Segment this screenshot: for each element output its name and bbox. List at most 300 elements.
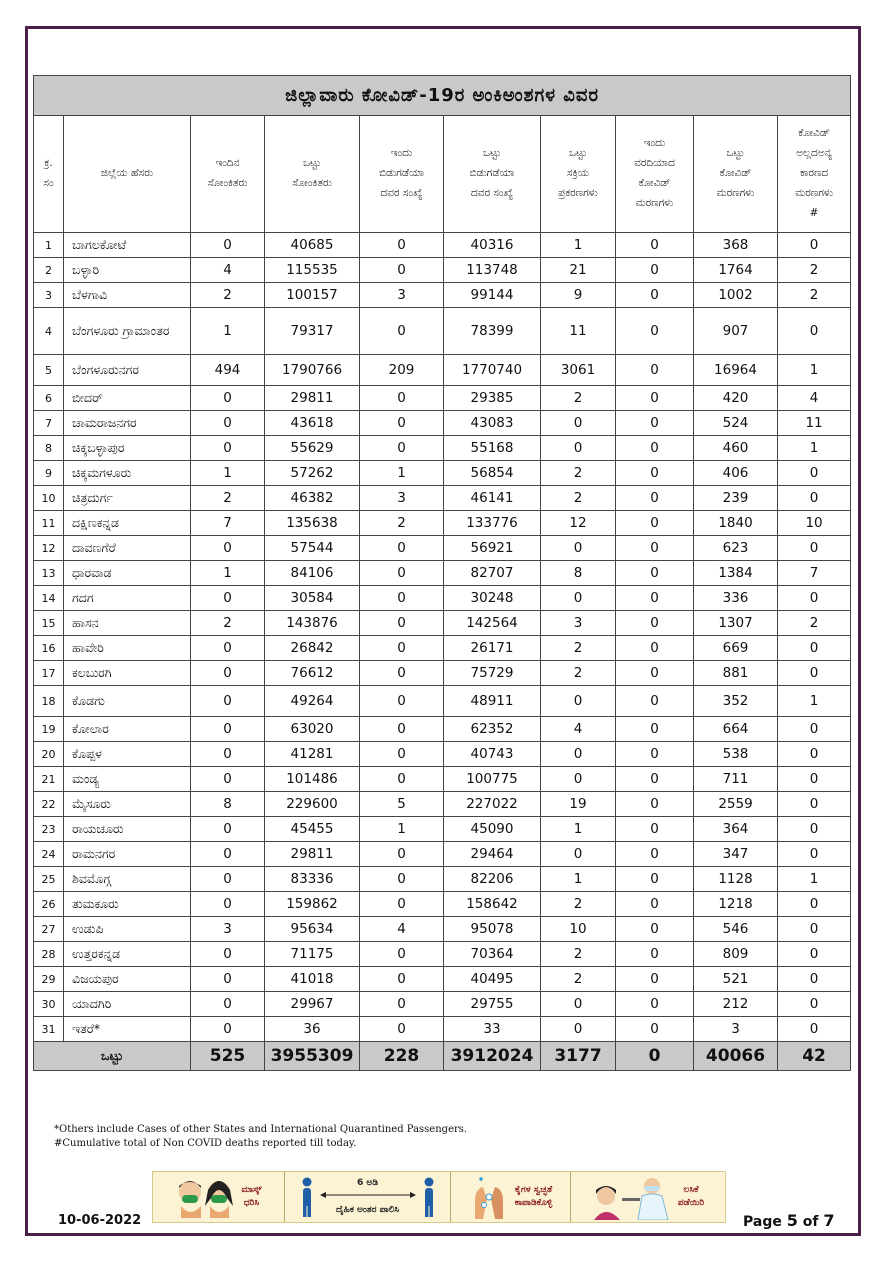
today-discharged-cell: 0 bbox=[360, 892, 444, 917]
serial-number-cell: 16 bbox=[34, 636, 64, 661]
column-header-row bbox=[34, 116, 851, 233]
total-deaths-cell: 809 bbox=[694, 942, 778, 967]
col-header-sn bbox=[34, 116, 64, 233]
table-row bbox=[34, 386, 851, 411]
today-deaths-cell: 0 bbox=[616, 486, 694, 511]
person-icon bbox=[422, 1176, 436, 1218]
col-header-line: ಇಂದು bbox=[643, 137, 666, 150]
col-header-today-positive bbox=[191, 116, 265, 233]
serial-number-cell: 3 bbox=[34, 283, 64, 308]
district-name-cell: ದಕ್ಷಿಣಕನ್ನಡ bbox=[64, 511, 191, 536]
serial-number-cell: 12 bbox=[34, 536, 64, 561]
serial-number-cell: 9 bbox=[34, 461, 64, 486]
non-covid-deaths-cell: 0 bbox=[778, 308, 851, 355]
total-positive-cell: 100157 bbox=[265, 283, 360, 308]
serial-number-cell: 28 bbox=[34, 942, 64, 967]
today-positive-cell: 0 bbox=[191, 717, 265, 742]
today-deaths-cell: 0 bbox=[616, 1017, 694, 1042]
non-covid-deaths-cell: 0 bbox=[778, 1017, 851, 1042]
active-cases-cell: 3061 bbox=[541, 355, 616, 386]
today-positive-cell: 0 bbox=[191, 992, 265, 1017]
non-covid-deaths-cell: 0 bbox=[778, 992, 851, 1017]
total-deaths-cell: 1384 bbox=[694, 561, 778, 586]
col-header-line: ಕಾರಣದ bbox=[799, 167, 829, 180]
district-name-cell: ಗದಗ bbox=[64, 586, 191, 611]
today-deaths-cell: 0 bbox=[616, 233, 694, 258]
district-name-cell: ಯಾದಗಿರಿ bbox=[64, 992, 191, 1017]
serial-number-cell: 19 bbox=[34, 717, 64, 742]
non-covid-deaths-cell: 1 bbox=[778, 436, 851, 461]
page-of: of bbox=[802, 1214, 819, 1230]
distance-feet: 6 ಅಡಿ bbox=[357, 1177, 378, 1188]
total-positive-cell: 95634 bbox=[265, 917, 360, 942]
today-discharged-cell: 0 bbox=[360, 661, 444, 686]
banner-hand-wash bbox=[451, 1172, 571, 1222]
col-header-line: ಒಟ್ಟು bbox=[302, 157, 321, 170]
active-cases-cell: 1 bbox=[541, 817, 616, 842]
serial-number-cell: 20 bbox=[34, 742, 64, 767]
today-discharged-cell: 0 bbox=[360, 1017, 444, 1042]
non-covid-deaths-cell: 0 bbox=[778, 661, 851, 686]
today-deaths-cell: 0 bbox=[616, 817, 694, 842]
total-positive-cell: 143876 bbox=[265, 611, 360, 636]
active-cases-cell: 0 bbox=[541, 586, 616, 611]
non-covid-deaths-cell: 1 bbox=[778, 355, 851, 386]
col-header-today-deaths bbox=[616, 116, 694, 233]
col-header-line: ಕೋವಿಡ್ bbox=[638, 177, 671, 189]
serial-number-cell: 2 bbox=[34, 258, 64, 283]
today-deaths-cell: 0 bbox=[616, 355, 694, 386]
serial-number-cell: 14 bbox=[34, 586, 64, 611]
today-deaths-cell: 0 bbox=[616, 917, 694, 942]
total-deaths-cell: 2559 bbox=[694, 792, 778, 817]
district-name-cell: ಚಿತ್ರದುರ್ಗ bbox=[64, 486, 191, 511]
report-date: 10-06-2022 bbox=[58, 1213, 142, 1228]
total-deaths-cell: 881 bbox=[694, 661, 778, 686]
banner-mask bbox=[153, 1172, 285, 1222]
col-header-line: ಅಲ್ಲದಅನ್ಯ bbox=[796, 147, 833, 160]
table-row bbox=[34, 867, 851, 892]
today-positive-cell: 494 bbox=[191, 355, 265, 386]
today-discharged-cell: 2 bbox=[360, 511, 444, 536]
total-discharged-cell: 82206 bbox=[444, 867, 541, 892]
total-total-discharged: 3912024 bbox=[444, 1042, 541, 1071]
today-discharged-cell: 0 bbox=[360, 561, 444, 586]
serial-number-cell: 8 bbox=[34, 436, 64, 461]
serial-number-cell: 24 bbox=[34, 842, 64, 867]
table-row bbox=[34, 511, 851, 536]
active-cases-cell: 19 bbox=[541, 792, 616, 817]
col-header-total-deaths bbox=[694, 116, 778, 233]
non-covid-deaths-cell: 2 bbox=[778, 258, 851, 283]
district-name-cell: ಬೆಂಗಳೂರುನಗರ bbox=[64, 355, 191, 386]
total-deaths-cell: 368 bbox=[694, 233, 778, 258]
today-discharged-cell: 0 bbox=[360, 233, 444, 258]
col-header-line: ಬಿಡುಗಡೆಯಾ bbox=[469, 167, 515, 180]
non-covid-deaths-cell: 0 bbox=[778, 742, 851, 767]
total-positive-cell: 29811 bbox=[265, 842, 360, 867]
table-row bbox=[34, 486, 851, 511]
non-covid-deaths-cell: 0 bbox=[778, 233, 851, 258]
total-discharged-cell: 45090 bbox=[444, 817, 541, 842]
non-covid-deaths-cell: 0 bbox=[778, 917, 851, 942]
total-deaths-cell: 3 bbox=[694, 1017, 778, 1042]
today-deaths-cell: 0 bbox=[616, 892, 694, 917]
district-name-cell: ಬಾಗಲಕೋಟೆ bbox=[64, 233, 191, 258]
today-discharged-cell: 0 bbox=[360, 967, 444, 992]
today-positive-cell: 0 bbox=[191, 1017, 265, 1042]
today-deaths-cell: 0 bbox=[616, 792, 694, 817]
active-cases-cell: 0 bbox=[541, 1017, 616, 1042]
active-cases-cell: 0 bbox=[541, 436, 616, 461]
non-covid-deaths-cell: 11 bbox=[778, 411, 851, 436]
total-deaths-cell: 546 bbox=[694, 917, 778, 942]
serial-number-cell: 10 bbox=[34, 486, 64, 511]
total-total-positive: 3955309 bbox=[265, 1042, 360, 1071]
today-deaths-cell: 0 bbox=[616, 842, 694, 867]
today-discharged-cell: 0 bbox=[360, 742, 444, 767]
total-discharged-cell: 43083 bbox=[444, 411, 541, 436]
today-deaths-cell: 0 bbox=[616, 411, 694, 436]
today-discharged-cell: 0 bbox=[360, 436, 444, 461]
col-header-line: ಸೋಂಕಿತರು bbox=[207, 177, 248, 189]
col-header-line: ಇಂದು bbox=[390, 147, 413, 160]
today-discharged-cell: 1 bbox=[360, 817, 444, 842]
table-row bbox=[34, 992, 851, 1017]
district-name-cell: ಧಾರವಾಡ bbox=[64, 561, 191, 586]
total-deaths-cell: 16964 bbox=[694, 355, 778, 386]
distance-text: ದೈಹಿಕ ಅಂತರ ಪಾಲಿಸಿ bbox=[335, 1204, 400, 1215]
total-positive-cell: 43618 bbox=[265, 411, 360, 436]
today-discharged-cell: 4 bbox=[360, 917, 444, 942]
total-positive-cell: 79317 bbox=[265, 308, 360, 355]
serial-number-cell: 13 bbox=[34, 561, 64, 586]
total-deaths-cell: 406 bbox=[694, 461, 778, 486]
total-positive-cell: 83336 bbox=[265, 867, 360, 892]
total-deaths-cell: 239 bbox=[694, 486, 778, 511]
non-covid-deaths-cell: 0 bbox=[778, 586, 851, 611]
banner-vaccine bbox=[571, 1172, 725, 1222]
district-name-cell: ಕೊಡಗು bbox=[64, 686, 191, 717]
active-cases-cell: 1 bbox=[541, 867, 616, 892]
today-discharged-cell: 3 bbox=[360, 283, 444, 308]
total-discharged-cell: 82707 bbox=[444, 561, 541, 586]
table-row bbox=[34, 1017, 851, 1042]
active-cases-cell: 2 bbox=[541, 386, 616, 411]
col-header-line: ಒಟ್ಟು bbox=[568, 147, 587, 160]
today-deaths-cell: 0 bbox=[616, 717, 694, 742]
non-covid-deaths-cell: 1 bbox=[778, 686, 851, 717]
district-name-cell: ಕಲಬುರಗಿ bbox=[64, 661, 191, 686]
table-row bbox=[34, 842, 851, 867]
serial-number-cell: 6 bbox=[34, 386, 64, 411]
district-name-cell: ಇತರೆ* bbox=[64, 1017, 191, 1042]
today-discharged-cell: 0 bbox=[360, 842, 444, 867]
district-name-cell: ವಿಜಯಪುರ bbox=[64, 967, 191, 992]
table-row bbox=[34, 308, 851, 355]
total-positive-cell: 55629 bbox=[265, 436, 360, 461]
today-positive-cell: 0 bbox=[191, 967, 265, 992]
serial-number-cell: 25 bbox=[34, 867, 64, 892]
total-discharged-cell: 1770740 bbox=[444, 355, 541, 386]
today-positive-cell: 0 bbox=[191, 686, 265, 717]
total-deaths-cell: 347 bbox=[694, 842, 778, 867]
district-name-cell: ಹಾವೇರಿ bbox=[64, 636, 191, 661]
total-discharged-cell: 40495 bbox=[444, 967, 541, 992]
total-positive-cell: 29811 bbox=[265, 386, 360, 411]
today-deaths-cell: 0 bbox=[616, 867, 694, 892]
page-total: 7 bbox=[823, 1211, 835, 1230]
total-positive-cell: 57544 bbox=[265, 536, 360, 561]
district-name-cell: ರಾಯಚೂರು bbox=[64, 817, 191, 842]
footnote-non-covid: #Cumulative total of Non COVID deaths reported till today. bbox=[54, 1137, 357, 1149]
total-deaths-cell: 1002 bbox=[694, 283, 778, 308]
banner-mask-line2: ಧರಿಸಿ bbox=[243, 1198, 260, 1208]
double-arrow-icon bbox=[320, 1192, 416, 1198]
total-deaths-cell: 538 bbox=[694, 742, 778, 767]
today-deaths-cell: 0 bbox=[616, 611, 694, 636]
active-cases-cell: 0 bbox=[541, 842, 616, 867]
col-header-line: ಮರಣಗಳು bbox=[635, 196, 674, 209]
today-deaths-cell: 0 bbox=[616, 767, 694, 792]
total-deaths-cell: 352 bbox=[694, 686, 778, 717]
total-discharged-cell: 26171 bbox=[444, 636, 541, 661]
district-name-cell: ಬಳ್ಳಾರಿ bbox=[64, 258, 191, 283]
table-row bbox=[34, 233, 851, 258]
non-covid-deaths-cell: 0 bbox=[778, 792, 851, 817]
total-positive-cell: 26842 bbox=[265, 636, 360, 661]
total-discharged-cell: 30248 bbox=[444, 586, 541, 611]
total-today-deaths: 0 bbox=[616, 1042, 694, 1071]
table-row bbox=[34, 355, 851, 386]
total-discharged-cell: 56921 bbox=[444, 536, 541, 561]
page-number bbox=[743, 1211, 834, 1230]
col-header-line: ಮರಣಗಳು bbox=[716, 186, 755, 199]
total-discharged-cell: 56854 bbox=[444, 461, 541, 486]
active-cases-cell: 2 bbox=[541, 486, 616, 511]
non-covid-deaths-cell: 0 bbox=[778, 536, 851, 561]
total-discharged-cell: 133776 bbox=[444, 511, 541, 536]
col-header-district bbox=[64, 116, 191, 233]
today-positive-cell: 2 bbox=[191, 283, 265, 308]
col-header-line: # bbox=[809, 206, 819, 219]
district-name-cell: ದಾವಣಗೆರೆ bbox=[64, 536, 191, 561]
table-row bbox=[34, 461, 851, 486]
today-deaths-cell: 0 bbox=[616, 942, 694, 967]
today-positive-cell: 0 bbox=[191, 636, 265, 661]
total-positive-cell: 101486 bbox=[265, 767, 360, 792]
serial-number-cell: 23 bbox=[34, 817, 64, 842]
serial-number-cell: 31 bbox=[34, 1017, 64, 1042]
banner-mask-line1: ಮಾಸ್ಕ್ bbox=[241, 1184, 262, 1195]
serial-number-cell: 7 bbox=[34, 411, 64, 436]
district-name-cell: ಉಡುಪಿ bbox=[64, 917, 191, 942]
district-name-cell: ಶಿವಮೊಗ್ಗ bbox=[64, 867, 191, 892]
today-deaths-cell: 0 bbox=[616, 561, 694, 586]
col-header-total-discharged bbox=[444, 116, 541, 233]
total-positive-cell: 159862 bbox=[265, 892, 360, 917]
total-deaths-cell: 1218 bbox=[694, 892, 778, 917]
non-covid-deaths-cell: 0 bbox=[778, 636, 851, 661]
col-header-line: ಕೋವಿಡ್ bbox=[719, 167, 752, 180]
total-discharged-cell: 113748 bbox=[444, 258, 541, 283]
district-name-cell: ಹಾಸನ bbox=[64, 611, 191, 636]
today-discharged-cell: 0 bbox=[360, 992, 444, 1017]
active-cases-cell: 3 bbox=[541, 611, 616, 636]
active-cases-cell: 0 bbox=[541, 742, 616, 767]
serial-number-cell: 17 bbox=[34, 661, 64, 686]
table-row bbox=[34, 686, 851, 717]
non-covid-deaths-cell: 0 bbox=[778, 717, 851, 742]
total-discharged-cell: 33 bbox=[444, 1017, 541, 1042]
total-deaths-cell: 1307 bbox=[694, 611, 778, 636]
today-positive-cell: 7 bbox=[191, 511, 265, 536]
non-covid-deaths-cell: 1 bbox=[778, 867, 851, 892]
serial-number-cell: 5 bbox=[34, 355, 64, 386]
col-header-line: ಬಿಡುಗಡೆಯಾ bbox=[379, 167, 424, 180]
today-deaths-cell: 0 bbox=[616, 586, 694, 611]
today-positive-cell: 0 bbox=[191, 742, 265, 767]
today-discharged-cell: 0 bbox=[360, 411, 444, 436]
total-discharged-cell: 75729 bbox=[444, 661, 541, 686]
page-current: 5 bbox=[786, 1211, 798, 1230]
district-name-cell: ಚಿಕ್ಕಮಗಳೂರು bbox=[64, 461, 191, 486]
district-name-cell: ಕೊಪ್ಪಳ bbox=[64, 742, 191, 767]
active-cases-cell: 12 bbox=[541, 511, 616, 536]
total-positive-cell: 84106 bbox=[265, 561, 360, 586]
district-name-cell: ಉತ್ತರಕನ್ನಡ bbox=[64, 942, 191, 967]
active-cases-cell: 2 bbox=[541, 967, 616, 992]
person-icon bbox=[300, 1176, 314, 1218]
active-cases-cell: 2 bbox=[541, 661, 616, 686]
today-positive-cell: 0 bbox=[191, 817, 265, 842]
today-deaths-cell: 0 bbox=[616, 992, 694, 1017]
table-row bbox=[34, 586, 851, 611]
today-positive-cell: 0 bbox=[191, 767, 265, 792]
non-covid-deaths-cell: 0 bbox=[778, 461, 851, 486]
today-deaths-cell: 0 bbox=[616, 308, 694, 355]
non-covid-deaths-cell: 0 bbox=[778, 486, 851, 511]
today-positive-cell: 0 bbox=[191, 536, 265, 561]
non-covid-deaths-cell: 4 bbox=[778, 386, 851, 411]
table-row bbox=[34, 917, 851, 942]
total-label: ಒಟ್ಟು bbox=[34, 1042, 191, 1071]
col-header-line: ದವರ ಸಂಖ್ಯೆ bbox=[470, 186, 514, 199]
table-row bbox=[34, 636, 851, 661]
total-deaths-cell: 907 bbox=[694, 308, 778, 355]
active-cases-cell: 0 bbox=[541, 536, 616, 561]
today-discharged-cell: 0 bbox=[360, 636, 444, 661]
total-discharged-cell: 48911 bbox=[444, 686, 541, 717]
total-positive-cell: 229600 bbox=[265, 792, 360, 817]
today-deaths-cell: 0 bbox=[616, 661, 694, 686]
today-discharged-cell: 0 bbox=[360, 386, 444, 411]
col-header-line: ಇಂದಿನ bbox=[215, 157, 240, 170]
today-discharged-cell: 0 bbox=[360, 717, 444, 742]
today-positive-cell: 0 bbox=[191, 233, 265, 258]
table-row bbox=[34, 817, 851, 842]
today-positive-cell: 0 bbox=[191, 661, 265, 686]
col-header-today-discharged bbox=[360, 116, 444, 233]
col-header-line: ಸಕ್ರಿಯ bbox=[566, 167, 590, 180]
total-deaths-cell: 623 bbox=[694, 536, 778, 561]
district-name-cell: ತುಮಕೂರು bbox=[64, 892, 191, 917]
today-deaths-cell: 0 bbox=[616, 258, 694, 283]
table-row bbox=[34, 892, 851, 917]
today-positive-cell: 1 bbox=[191, 561, 265, 586]
total-discharged-cell: 227022 bbox=[444, 792, 541, 817]
table-title: ಜಿಲ್ಲಾವಾರು ಕೋವಿಡ್-19ರ ಅಂಕಿಅಂಶಗಳ ವಿವರ bbox=[34, 76, 851, 116]
total-positive-cell: 41281 bbox=[265, 742, 360, 767]
today-deaths-cell: 0 bbox=[616, 436, 694, 461]
today-discharged-cell: 0 bbox=[360, 611, 444, 636]
active-cases-cell: 2 bbox=[541, 892, 616, 917]
banner-distance bbox=[285, 1172, 451, 1222]
total-positive-cell: 29967 bbox=[265, 992, 360, 1017]
serial-number-cell: 26 bbox=[34, 892, 64, 917]
total-positive-cell: 57262 bbox=[265, 461, 360, 486]
total-positive-cell: 76612 bbox=[265, 661, 360, 686]
active-cases-cell: 9 bbox=[541, 283, 616, 308]
mask-faces-icon bbox=[175, 1176, 235, 1218]
total-deaths-cell: 420 bbox=[694, 386, 778, 411]
banner-hands-line2: ಕಾಪಾಡಿಕೊಳ್ಳಿ bbox=[514, 1198, 553, 1208]
today-deaths-cell: 0 bbox=[616, 636, 694, 661]
non-covid-deaths-cell: 0 bbox=[778, 842, 851, 867]
total-deaths-cell: 1840 bbox=[694, 511, 778, 536]
table-row bbox=[34, 767, 851, 792]
today-discharged-cell: 3 bbox=[360, 486, 444, 511]
total-positive-cell: 1790766 bbox=[265, 355, 360, 386]
col-header-non-covid bbox=[778, 116, 851, 233]
total-deaths-cell: 460 bbox=[694, 436, 778, 461]
non-covid-deaths-cell: 0 bbox=[778, 767, 851, 792]
active-cases-cell: 0 bbox=[541, 992, 616, 1017]
today-positive-cell: 0 bbox=[191, 892, 265, 917]
col-header-line: ಒಟ್ಟು bbox=[726, 147, 745, 160]
today-deaths-cell: 0 bbox=[616, 536, 694, 561]
table-row bbox=[34, 661, 851, 686]
district-name-cell: ಬೀದರ್ bbox=[64, 386, 191, 411]
today-deaths-cell: 0 bbox=[616, 967, 694, 992]
total-deaths-cell: 336 bbox=[694, 586, 778, 611]
total-active-cases: 3177 bbox=[541, 1042, 616, 1071]
table-row bbox=[34, 792, 851, 817]
today-positive-cell: 2 bbox=[191, 611, 265, 636]
total-discharged-cell: 62352 bbox=[444, 717, 541, 742]
today-deaths-cell: 0 bbox=[616, 742, 694, 767]
banner-hands-line1: ಕೈಗಳ ಸ್ವಚ್ಛತೆ bbox=[514, 1184, 553, 1195]
banner-vaccine-line1: ಲಸಿಕೆ bbox=[683, 1184, 699, 1195]
today-discharged-cell: 0 bbox=[360, 867, 444, 892]
total-positive-cell: 46382 bbox=[265, 486, 360, 511]
footnotes bbox=[54, 1123, 467, 1150]
total-total-deaths: 40066 bbox=[694, 1042, 778, 1071]
today-positive-cell: 3 bbox=[191, 917, 265, 942]
today-discharged-cell: 209 bbox=[360, 355, 444, 386]
total-deaths-cell: 1128 bbox=[694, 867, 778, 892]
total-discharged-cell: 29385 bbox=[444, 386, 541, 411]
today-deaths-cell: 0 bbox=[616, 283, 694, 308]
total-deaths-cell: 1764 bbox=[694, 258, 778, 283]
today-deaths-cell: 0 bbox=[616, 686, 694, 717]
active-cases-cell: 2 bbox=[541, 461, 616, 486]
non-covid-deaths-cell: 2 bbox=[778, 283, 851, 308]
active-cases-cell: 2 bbox=[541, 636, 616, 661]
district-name-cell: ಮೈಸೂರು bbox=[64, 792, 191, 817]
serial-number-cell: 11 bbox=[34, 511, 64, 536]
active-cases-cell: 0 bbox=[541, 411, 616, 436]
